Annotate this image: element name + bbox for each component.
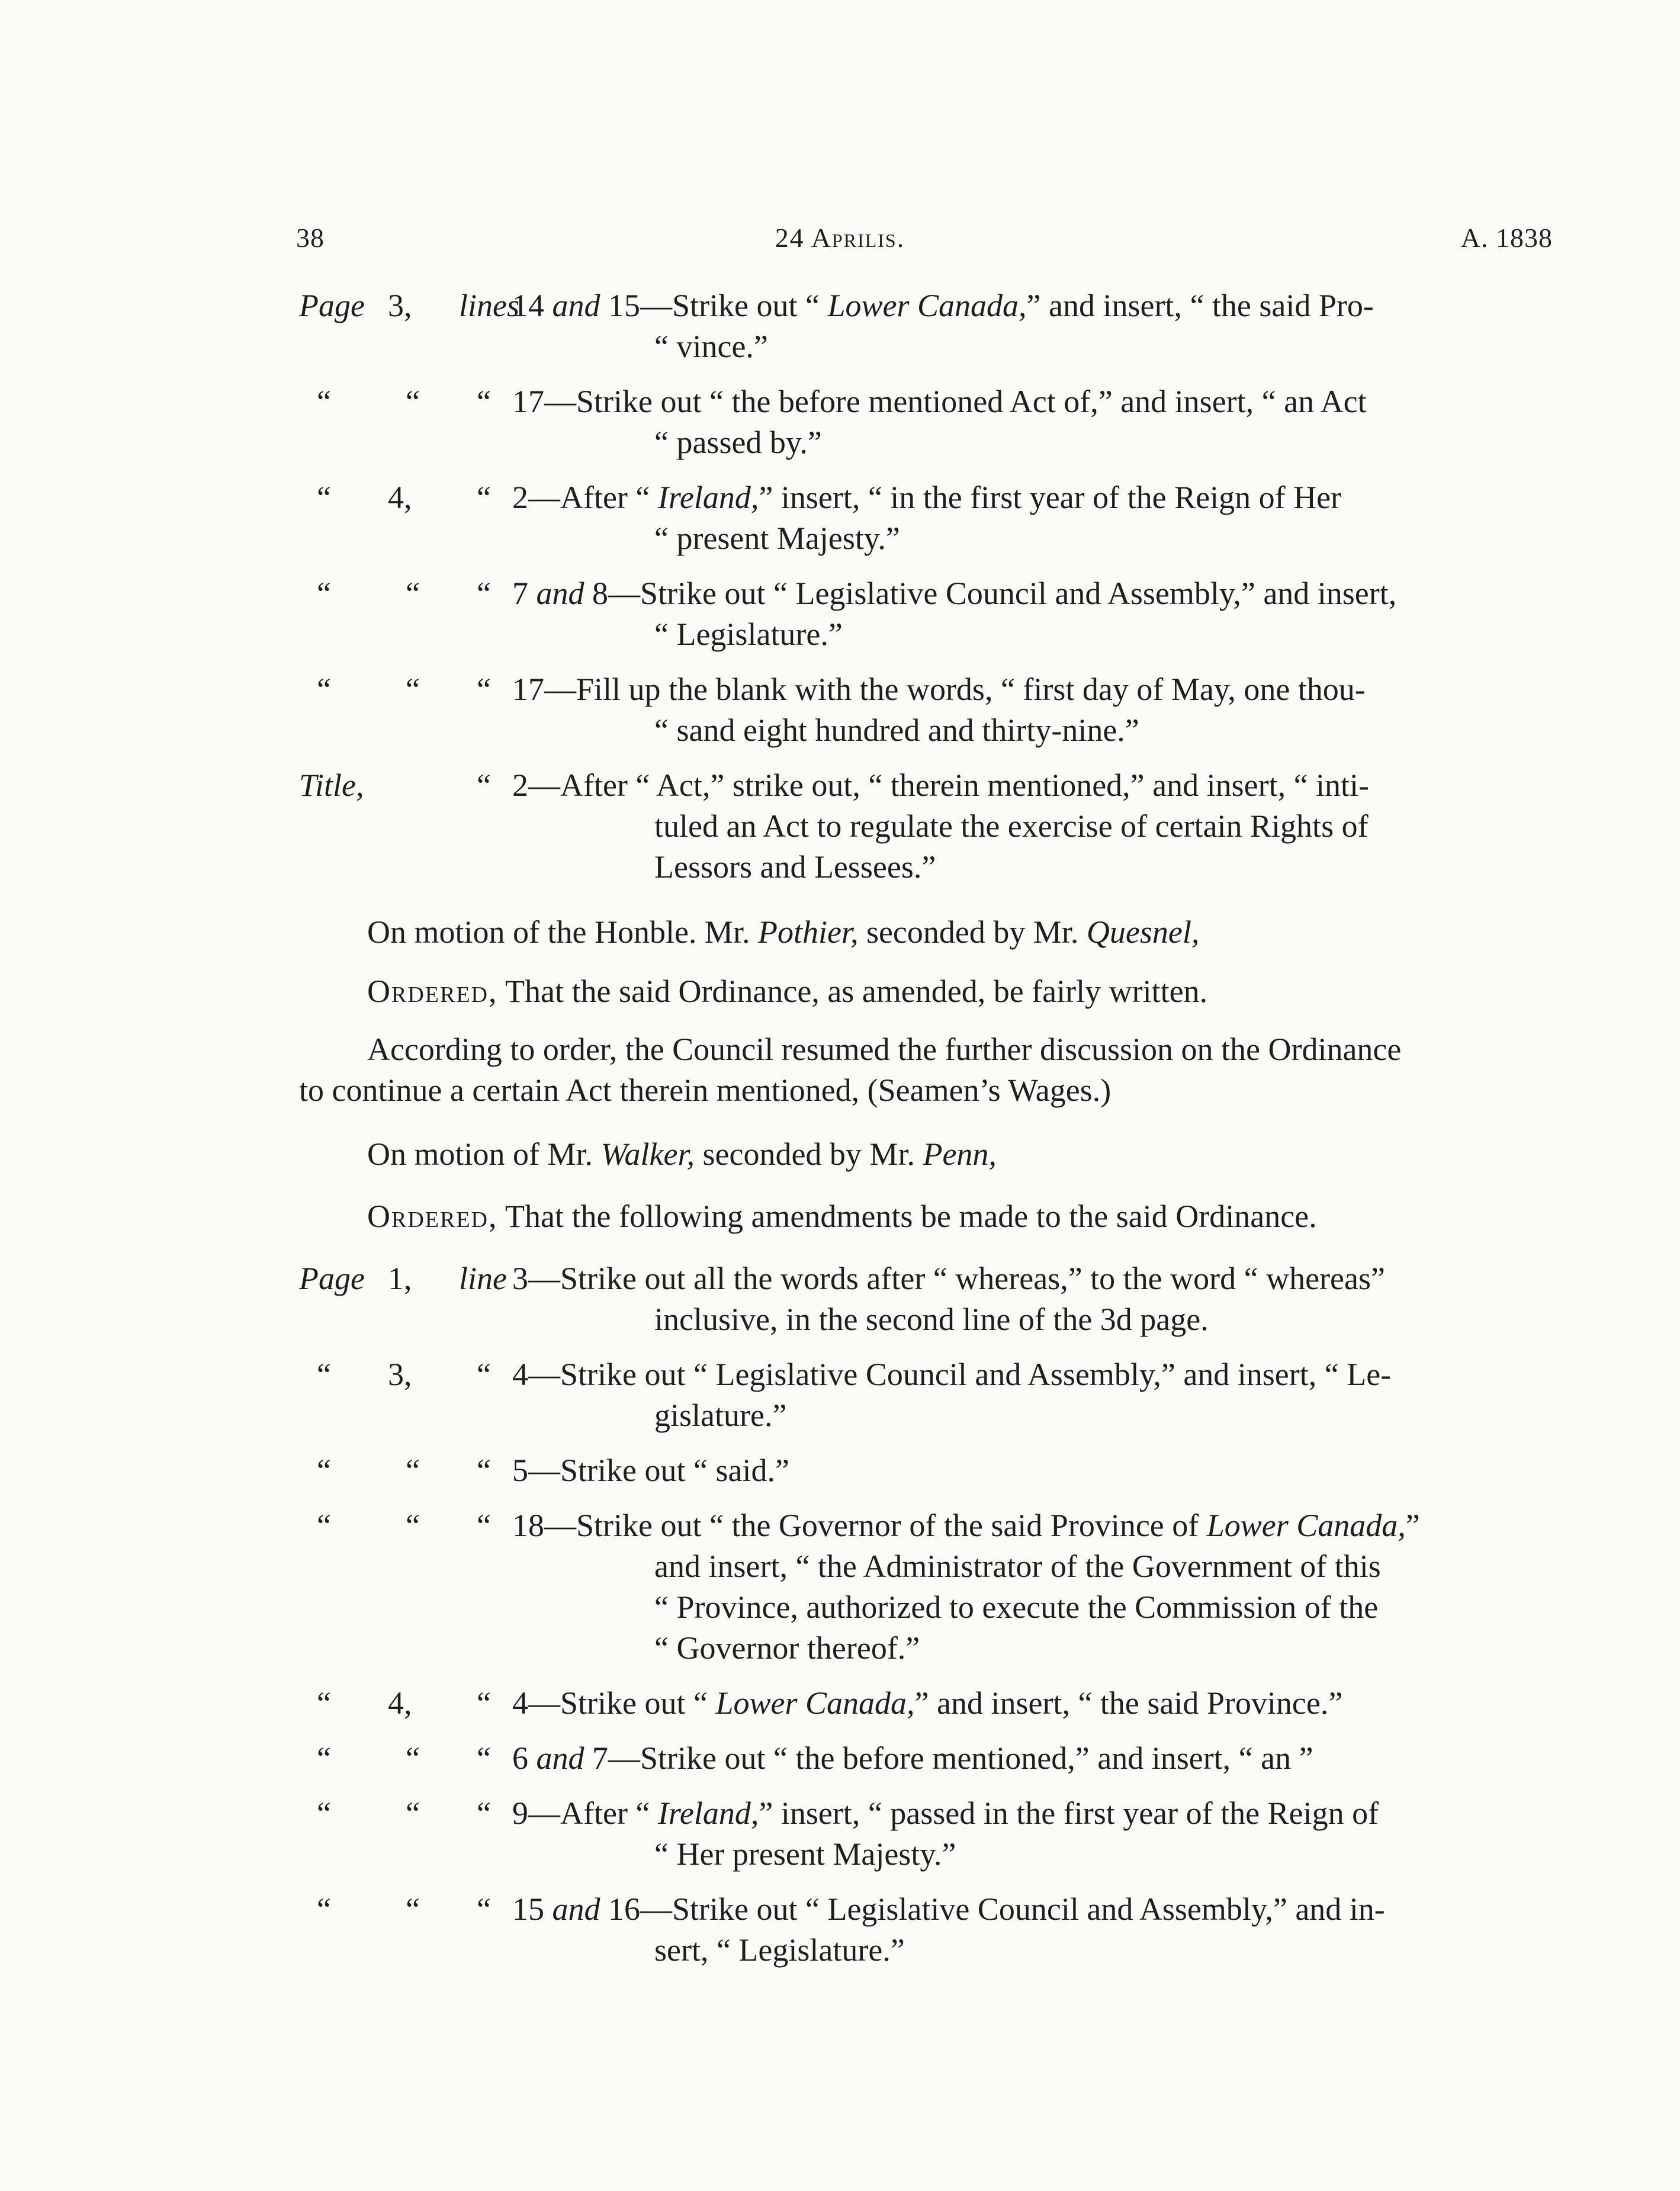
amendment-text: 4—Strike out “ Legislative Council and Assembly,” and insert, “ Le- (512, 1357, 1392, 1392)
ref-c2: 1, (388, 1261, 412, 1296)
amendment-text: 17—Strike out “ the before mentioned Act of,” and insert, “ an Act (512, 384, 1367, 419)
line-number: 5 (512, 1453, 528, 1488)
amendment-text: 6 and 7—Strike out “ the before mentioned,” and insert, “ an ” (512, 1740, 1313, 1776)
ref-c1: “ (317, 480, 331, 515)
ref-c3: “ (477, 672, 491, 707)
ref-c2: “ (406, 1795, 420, 1831)
ref-c2: “ (406, 1740, 420, 1776)
ref-c1: Page (299, 288, 365, 323)
amendment-text: 5—Strike out “ said.” (512, 1453, 789, 1488)
amendment-text: 17—Fill up the blank with the words, “ first day of May, one thou- (512, 672, 1366, 707)
line-number: 3 (512, 1261, 528, 1296)
line-number: 17 (512, 672, 544, 707)
running-head-year: A. 1838 (1460, 223, 1553, 253)
line-number: 2 (512, 480, 528, 515)
amendment-instruction: Strike out “ Lower Canada,” and insert, “ the said Pro- (672, 288, 1374, 323)
ref-c1: “ (317, 1508, 331, 1543)
amendment-continuation: inclusive, in the second line of the 3d page. (654, 1302, 1209, 1337)
ref-c1: “ (317, 384, 331, 419)
line-number: 7 (512, 576, 528, 611)
amendment-row (299, 1889, 1554, 1971)
amendment-text: 3—Strike out all the words after “ whereas,” to the word “ whereas” (512, 1261, 1385, 1296)
ref-c3: lines (459, 288, 519, 323)
amendment-row (299, 573, 1554, 655)
amendment-instruction: Strike out “ the before mentioned Act of,” and insert, “ an Act (576, 384, 1367, 419)
line-number: 18 (512, 1508, 544, 1543)
ref-c1: Title, (299, 767, 364, 803)
amendment-continuation: “ present Majesty.” (654, 521, 900, 556)
ref-c3: “ (477, 576, 491, 611)
ref-c1: “ (317, 1357, 331, 1392)
line-conjunction: and (536, 576, 584, 611)
amendment-instruction: Strike out “ Legislative Council and Assembly,” and insert, “ Le- (560, 1357, 1392, 1392)
amendment-instruction: Strike out all the words after “ whereas,” to the word “ whereas” (560, 1261, 1385, 1296)
amendment-row (299, 1505, 1554, 1669)
ref-c3: “ (477, 1891, 491, 1927)
amendment-continuation: “ sand eight hundred and thirty-nine.” (654, 712, 1139, 748)
line-number: 4 (512, 1357, 528, 1392)
ref-c3: “ (477, 1795, 491, 1831)
ref-c2: 3, (388, 288, 412, 323)
amendment-continuation: Lessors and Lessees.” (654, 849, 936, 885)
amendment-text: 9—After “ Ireland,” insert, “ passed in the first year of the Reign of (512, 1795, 1379, 1831)
line-number: 17 (512, 384, 544, 419)
amendment-continuation: “ Her present Majesty.” (654, 1836, 956, 1872)
ref-c3: line (459, 1261, 507, 1296)
ordered-fairly-written: Ordered, That the said Ordinance, as amended, be fairly written. (367, 974, 1208, 1009)
amendment-continuation: tuled an Act to regulate the exercise of certain Rights of (654, 808, 1369, 844)
ref-c3: “ (477, 1508, 491, 1543)
ref-c2: 3, (388, 1357, 412, 1392)
ref-c2: 4, (388, 1685, 412, 1721)
amendment-instruction: Fill up the blank with the words, “ first day of May, one thou- (576, 672, 1366, 707)
amendment-instruction: Strike out “ Legislative Council and Assembly,” and in- (672, 1891, 1385, 1927)
ref-c3: “ (477, 384, 491, 419)
amendment-row (299, 1258, 1554, 1340)
ref-c2: “ (406, 1508, 420, 1543)
amendment-text: 7 and 8—Strike out “ Legislative Council and Assembly,” and insert, (512, 576, 1397, 611)
amendment-text: 4—Strike out “ Lower Canada,” and insert, “ the said Province.” (512, 1685, 1343, 1721)
amendment-text: 2—After “ Ireland,” insert, “ in the first year of the Reign of Her (512, 480, 1342, 515)
ref-c2: “ (406, 1891, 420, 1927)
ref-c2: “ (406, 672, 420, 707)
amendment-continuation: and insert, “ the Administrator of the Government of this (654, 1549, 1381, 1584)
ordered-following-amendments: Ordered, That the following amendments be made to the said Ordinance. (367, 1199, 1317, 1234)
amendment-row (299, 1738, 1554, 1779)
amendment-text: 2—After “ Act,” strike out, “ therein mentioned,” and insert, “ inti- (512, 767, 1370, 803)
ref-c2: “ (406, 576, 420, 611)
ref-c3: “ (477, 1453, 491, 1488)
line-number: 16 (608, 1891, 640, 1927)
running-head-date: 24 Aprilis. (775, 223, 905, 253)
amendment-instruction: After “ Ireland,” insert, “ in the first year of the Reign of Her (560, 480, 1342, 515)
page-number: 38 (296, 223, 325, 253)
amendments-block-2 (299, 1258, 1554, 1985)
ref-c1: “ (317, 1685, 331, 1721)
amendment-instruction: After “ Ireland,” insert, “ passed in the first year of the Reign of (560, 1795, 1379, 1831)
ref-c3: “ (477, 1685, 491, 1721)
amendment-instruction: After “ Act,” strike out, “ therein mentioned,” and insert, “ inti- (560, 767, 1370, 803)
amendment-continuation: sert, “ Legislature.” (654, 1932, 905, 1968)
ref-c3: “ (477, 1740, 491, 1776)
amendment-instruction: Strike out “ said.” (560, 1453, 789, 1488)
line-number: 8 (592, 576, 608, 611)
line-number: 6 (512, 1740, 528, 1776)
amendment-row (299, 285, 1554, 367)
ref-c3: “ (477, 480, 491, 515)
amendment-continuation: “ vince.” (654, 329, 768, 364)
ref-c3: “ (477, 767, 491, 803)
line-number: 2 (512, 767, 528, 803)
amendment-row (299, 1683, 1554, 1724)
amendment-row (299, 765, 1554, 888)
amendment-text: 18—Strike out “ the Governor of the said Province of Lower Canada,” (512, 1508, 1420, 1543)
motion-walker: On motion of Mr. Walker, seconded by Mr. Penn, (367, 1136, 997, 1172)
amendment-instruction: Strike out “ the before mentioned,” and insert, “ an ” (640, 1740, 1313, 1776)
ref-c1: “ (317, 1453, 331, 1488)
motion-pothier: On motion of the Honble. Mr. Pothier, seconded by Mr. Quesnel, (367, 914, 1200, 950)
amendments-block-1 (299, 285, 1554, 902)
amendment-continuation: “ Legislature.” (654, 616, 843, 652)
line-number: 14 (512, 288, 544, 323)
amendment-row (299, 1450, 1554, 1491)
amendment-row (299, 381, 1554, 463)
amendment-continuation: gislature.” (654, 1398, 787, 1433)
ref-c1: “ (317, 576, 331, 611)
line-number: 9 (512, 1795, 528, 1831)
line-conjunction: and (552, 288, 600, 323)
ref-c2: 4, (388, 480, 412, 515)
line-number: 15 (608, 288, 640, 323)
amendment-continuation: “ passed by.” (654, 425, 822, 460)
line-number: 4 (512, 1685, 528, 1721)
ref-c1: Page (299, 1261, 365, 1296)
amendment-row (299, 1793, 1554, 1875)
amendment-instruction: Strike out “ Legislative Council and Assembly,” and insert, (640, 576, 1397, 611)
ref-c1: “ (317, 1740, 331, 1776)
ref-c3: “ (477, 1357, 491, 1392)
line-conjunction: and (552, 1891, 600, 1927)
amendment-continuation: “ Governor thereof.” (654, 1630, 920, 1666)
line-number: 15 (512, 1891, 544, 1927)
ref-c1: “ (317, 1795, 331, 1831)
according-to-order: According to order, the Council resumed the further discussion on the Ordinance to continue a certain Act therein mentioned, (Seamen’s Wages.) (299, 1032, 1402, 1108)
line-number: 7 (592, 1740, 608, 1776)
amendment-text: 15 and 16—Strike out “ Legislative Council and Assembly,” and in- (512, 1891, 1385, 1927)
ref-c2: “ (406, 384, 420, 419)
amendment-continuation: “ Province, authorized to execute the Commission of the (654, 1589, 1379, 1625)
amendment-row (299, 477, 1554, 559)
ref-c1: “ (317, 1891, 331, 1927)
amendment-text: 14 and 15—Strike out “ Lower Canada,” and insert, “ the said Pro- (512, 288, 1374, 323)
ref-c2: “ (406, 1453, 420, 1488)
ref-c1: “ (317, 672, 331, 707)
line-conjunction: and (536, 1740, 584, 1776)
amendment-instruction: Strike out “ Lower Canada,” and insert, “ the said Province.” (560, 1685, 1343, 1721)
amendment-instruction: Strike out “ the Governor of the said Province of Lower Canada,” (576, 1508, 1420, 1543)
amendment-row (299, 669, 1554, 751)
amendment-row (299, 1354, 1554, 1436)
